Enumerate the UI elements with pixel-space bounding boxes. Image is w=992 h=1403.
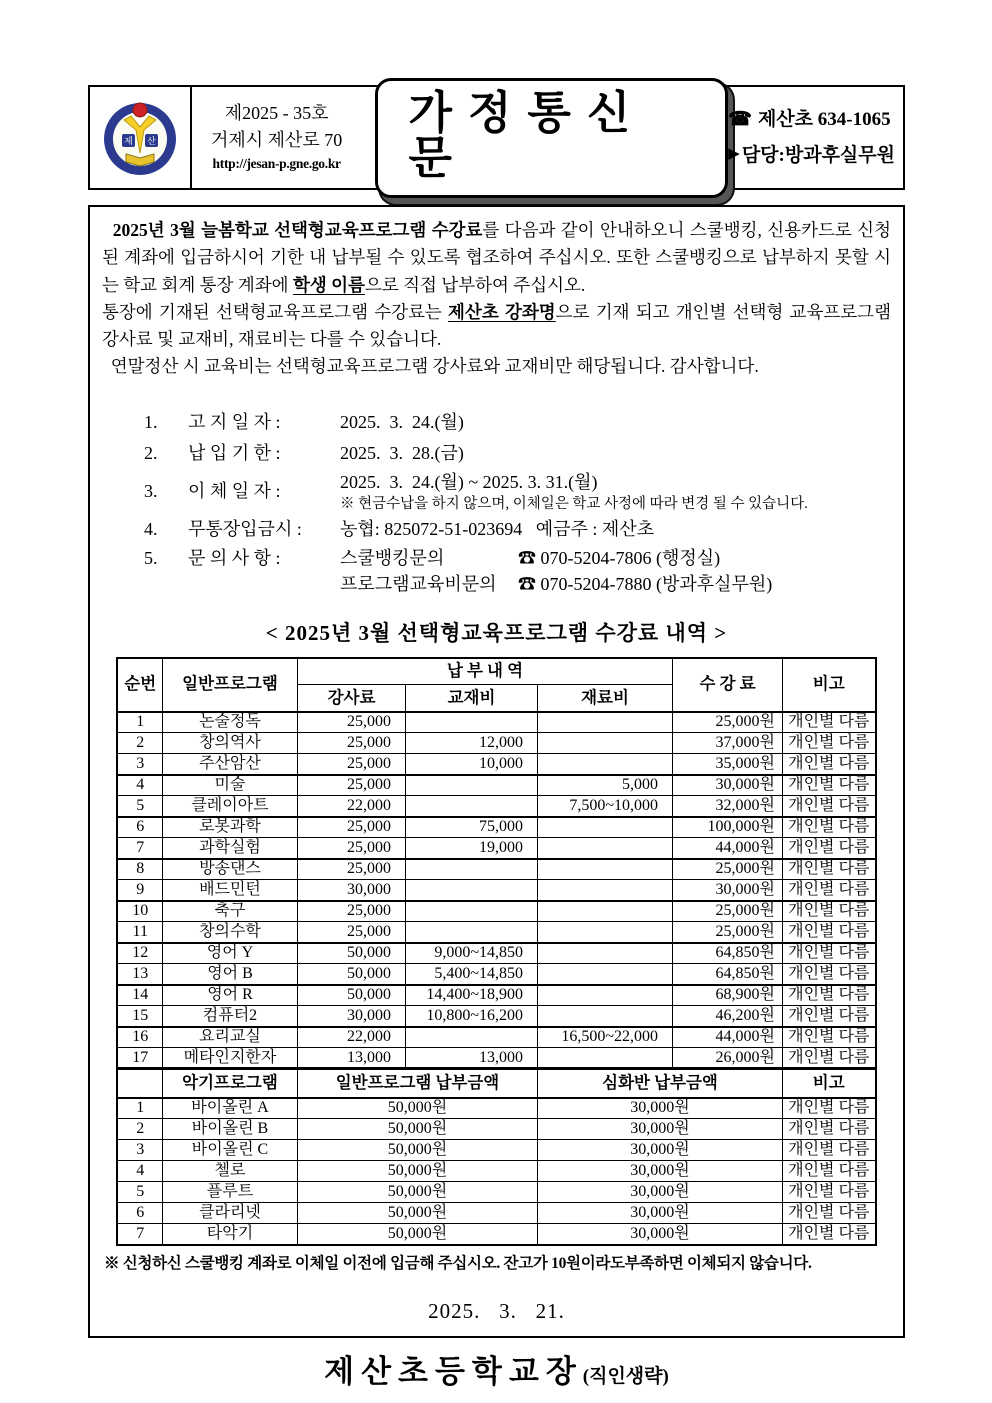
cell-name: 플루트 — [162, 1182, 297, 1203]
contact-block — [728, 102, 895, 172]
table-row — [117, 1048, 875, 1069]
cell-note: 개인별 다름 — [783, 775, 876, 796]
newsletter-title: 가정통신문 — [375, 78, 728, 198]
cell-note: 개인별 다름 — [783, 859, 876, 880]
cell-note: 개인별 다름 — [783, 1140, 876, 1161]
cell-fee: 30,000 — [297, 880, 405, 901]
cell-fee: 50,000 — [297, 964, 405, 985]
table-row — [117, 712, 875, 733]
cell-book — [405, 922, 537, 943]
svg-text:제: 제 — [124, 135, 133, 146]
cell-name: 컴퓨터2 — [162, 1006, 297, 1027]
cell-note: 개인별 다름 — [783, 1098, 876, 1119]
col-header-program: 일반프로그램 — [162, 658, 297, 712]
cell-note: 개인별 다름 — [783, 901, 876, 922]
cell-fee: 13,000 — [297, 1048, 405, 1069]
table-row — [117, 985, 875, 1006]
publication-info — [192, 100, 362, 174]
cell-total: 25,000원 — [673, 859, 783, 880]
cell-name: 클레이아트 — [162, 796, 297, 817]
cell-book — [405, 901, 537, 922]
cell-no: 3 — [117, 1140, 162, 1161]
cell-fee: 25,000 — [297, 922, 405, 943]
cell-total: 25,000원 — [673, 712, 783, 733]
cell-name: 축구 — [162, 901, 297, 922]
cell-no: 12 — [117, 943, 162, 964]
phone-row — [728, 102, 895, 137]
cell-note: 개인별 다름 — [783, 943, 876, 964]
program-phone: ☎ 070-5204-7880 (방과후실무원) — [518, 573, 773, 594]
cell-fee: 25,000 — [297, 754, 405, 775]
cell-total: 25,000원 — [673, 901, 783, 922]
info-item-inquiries: 5. 문 의 사 항 : 스쿨뱅킹문의 ☎ 070-5204-7806 (행정실) 프로그램교육비문의 ☎ 070-5204-7880 (방과후실무원) — [144, 545, 893, 597]
col-header-material: 재료비 — [537, 685, 672, 712]
cell-no: 14 — [117, 985, 162, 1006]
cell-name: 영어 B — [162, 964, 297, 985]
cell-note: 개인별 다름 — [783, 1224, 876, 1245]
cell-name: 논술정독 — [162, 712, 297, 733]
table-row — [117, 1098, 875, 1119]
table-row — [117, 901, 875, 922]
cell-name: 배드민턴 — [162, 880, 297, 901]
cell-total: 30,000원 — [673, 880, 783, 901]
table-row — [117, 1119, 875, 1140]
transfer-date-value: 2025. 3. 24.(월) ~ 2025. 3. 31.(월) ※ 현금수납을 하지 않으며, 이체일은 학교 사정에 따라 변경 될 수 있습니다. — [340, 469, 893, 514]
cell-book — [405, 880, 537, 901]
cell-no: 6 — [117, 817, 162, 838]
info-list — [144, 407, 893, 597]
cell-book: 5,400~14,850 — [405, 964, 537, 985]
header-banner — [88, 85, 905, 190]
main-content-box — [88, 205, 905, 1389]
cell-no: 4 — [117, 1161, 162, 1182]
cell-book: 9,000~14,850 — [405, 943, 537, 964]
inquiry-line-banking: 스쿨뱅킹문의 ☎ 070-5204-7806 (행정실) — [340, 545, 893, 571]
cell-note: 개인별 다름 — [783, 796, 876, 817]
course-name-underline: 제산초 강좌명 — [448, 301, 556, 322]
phone-number: 제산초 634-1065 — [757, 109, 891, 131]
cell-book: 75,000 — [405, 817, 537, 838]
cell-total: 37,000원 — [673, 733, 783, 754]
cell-name: 로봇과학 — [162, 817, 297, 838]
cell-name: 주산암산 — [162, 754, 297, 775]
cell-material — [537, 859, 672, 880]
cell-material — [537, 754, 672, 775]
cell-advanced: 30,000원 — [537, 1224, 782, 1245]
cell-note: 개인별 다름 — [783, 922, 876, 943]
cell-total: 25,000원 — [673, 922, 783, 943]
cell-note: 개인별 다름 — [783, 1027, 876, 1048]
cell-material: 5,000 — [537, 775, 672, 796]
cell-fee: 25,000 — [297, 733, 405, 754]
cell-name: 바이올린 A — [162, 1098, 297, 1119]
cell-fee: 25,000 — [297, 901, 405, 922]
info-item-transfer-date: 3. 이 체 일 자 : 2025. 3. 24.(월) ~ 2025. 3. 31.(월) ※ 현금수납을 하지 않으며, 이체일은 학교 사정에 따라 변경 될 수 있습니다. — [144, 469, 893, 514]
instrument-col-general: 일반프로그램 납부금액 — [297, 1069, 537, 1098]
cell-total: 68,900원 — [673, 985, 783, 1006]
cell-advanced: 30,000원 — [537, 1140, 782, 1161]
cell-general: 50,000원 — [297, 1119, 537, 1140]
cell-fee: 25,000 — [297, 712, 405, 733]
cell-name: 바이올린 C — [162, 1140, 297, 1161]
cell-note: 개인별 다름 — [783, 817, 876, 838]
table-row — [117, 943, 875, 964]
fee-table-header — [117, 658, 875, 712]
manager-row — [728, 138, 895, 173]
cell-no: 3 — [117, 754, 162, 775]
cell-advanced: 30,000원 — [537, 1182, 782, 1203]
cell-no: 1 — [117, 1098, 162, 1119]
cell-name: 메타인지한자 — [162, 1048, 297, 1069]
table-row — [117, 1006, 875, 1027]
doc-number: 제2025 - 35호 — [224, 103, 329, 124]
cell-total: 46,200원 — [673, 1006, 783, 1027]
col-header-note: 비고 — [783, 658, 876, 712]
instrument-col-no — [117, 1069, 162, 1098]
intro-paragraph-3: 연말정산 시 교육비는 선택형교육프로그램 강사료와 교재비만 해당됩니다. 감사합니다. — [102, 356, 759, 377]
cell-note: 개인별 다름 — [783, 838, 876, 859]
cell-fee: 30,000 — [297, 1006, 405, 1027]
table-row — [117, 1027, 875, 1048]
instrument-col-advanced: 심화반 납부금액 — [537, 1069, 782, 1098]
table-row — [117, 859, 875, 880]
principal-name: 제산초등학교장 — [324, 1353, 583, 1389]
cell-note: 개인별 다름 — [783, 712, 876, 733]
cell-book — [405, 712, 537, 733]
cell-book — [405, 859, 537, 880]
cell-no: 17 — [117, 1048, 162, 1069]
inquiry-line-program: 프로그램교육비문의 ☎ 070-5204-7880 (방과후실무원) — [340, 571, 893, 597]
logo-cell — [90, 87, 192, 188]
cell-book: 14,400~18,900 — [405, 985, 537, 1006]
cell-note: 개인별 다름 — [783, 754, 876, 775]
cell-name: 바이올린 B — [162, 1119, 297, 1140]
cell-total: 35,000원 — [673, 754, 783, 775]
cell-no: 5 — [117, 1182, 162, 1203]
table-row — [117, 1224, 875, 1245]
phone-icon: ☎ — [728, 109, 752, 131]
cell-fee: 50,000 — [297, 943, 405, 964]
banking-phone: ☎ 070-5204-7806 (행정실) — [518, 547, 721, 568]
cell-note: 개인별 다름 — [783, 1182, 876, 1203]
col-header-payment: 납 부 내 역 — [297, 658, 672, 685]
instrument-col-note: 비고 — [783, 1069, 876, 1098]
cell-name: 창의역사 — [162, 733, 297, 754]
manager-info: 담당:방과후실무원 — [741, 144, 895, 166]
table-row — [117, 838, 875, 859]
cell-no: 2 — [117, 1119, 162, 1140]
cell-material: 7,500~10,000 — [537, 796, 672, 817]
cell-no: 6 — [117, 1203, 162, 1224]
svg-text:산: 산 — [147, 135, 156, 146]
instrument-program-rows — [117, 1098, 875, 1245]
cell-fee: 25,000 — [297, 859, 405, 880]
cell-no: 7 — [117, 838, 162, 859]
cell-name: 타악기 — [162, 1224, 297, 1245]
cell-no: 11 — [117, 922, 162, 943]
cell-total: 64,850원 — [673, 943, 783, 964]
cell-name: 방송댄스 — [162, 859, 297, 880]
intro-paragraphs — [100, 215, 893, 381]
transfer-note: ※ 현금수납을 하지 않으며, 이체일은 학교 사정에 따라 변경 될 수 있습니다. — [340, 495, 808, 512]
cell-total: 32,000원 — [673, 796, 783, 817]
info-item-bank-account: 4. 무통장입금시 : 농협: 825072-51-023694 예금주 : 제산초 — [144, 514, 893, 545]
cell-material: 16,500~22,000 — [537, 1027, 672, 1048]
cell-no: 2 — [117, 733, 162, 754]
cell-material — [537, 1048, 672, 1069]
cell-total: 44,000원 — [673, 838, 783, 859]
cell-book: 10,800~16,200 — [405, 1006, 537, 1027]
intro-paragraph-2: 통장에 기재된 선택형교육프로그램 수강료는 제산초 강좌명으로 기재 되고 개인별 선택형 교육프로그램 강사료 및 교재비, 재료비는 다를 수 있습니다. — [102, 301, 891, 350]
cell-advanced: 30,000원 — [537, 1161, 782, 1182]
cell-name: 첼로 — [162, 1161, 297, 1182]
cell-note: 개인별 다름 — [783, 880, 876, 901]
program-name-bold: 2025년 3월 늘봄학교 선택형교육프로그램 수강료 — [112, 220, 483, 240]
cell-fee: 22,000 — [297, 1027, 405, 1048]
cell-fee: 50,000 — [297, 985, 405, 1006]
table-row — [117, 964, 875, 985]
col-header-book: 교재비 — [405, 685, 537, 712]
cell-general: 50,000원 — [297, 1140, 537, 1161]
cell-book — [405, 775, 537, 796]
cell-material — [537, 964, 672, 985]
bank-account-value: 농협: 825072-51-023694 예금주 : 제산초 — [340, 519, 655, 540]
deadline-value: 2025. 3. 28.(금) — [340, 443, 464, 464]
table-row — [117, 796, 875, 817]
cell-no: 15 — [117, 1006, 162, 1027]
cell-material — [537, 880, 672, 901]
cell-note: 개인별 다름 — [783, 1048, 876, 1069]
cell-material — [537, 1006, 672, 1027]
table-row — [117, 1161, 875, 1182]
cell-name: 요리교실 — [162, 1027, 297, 1048]
fee-table-title: < 2025년 3월 선택형교육프로그램 수강료 내역 > — [265, 620, 728, 645]
cell-total: 26,000원 — [673, 1048, 783, 1069]
intro-paragraph-1: 2025년 3월 늘봄학교 선택형교육프로그램 수강료를 다음과 같이 안내하오니 스쿨뱅킹, 신용카드로 신청된 계좌에 입금하시어 기한 내 납부될 수 있도록 협조하여 주십시오. 또한 스쿨뱅킹으로 납부하지 못할 시는 학교 회계 통장 계좌에 학생 이름으로 직접 납부하여 주십시오. — [102, 220, 891, 295]
inquiry-values — [340, 545, 893, 597]
cell-no: 1 — [117, 712, 162, 733]
cell-no: 7 — [117, 1224, 162, 1245]
arrow-icon: ▶ — [728, 146, 740, 163]
cell-book — [405, 1027, 537, 1048]
info-item-notice-date: 1. 고 지 일 자 : 2025. 3. 24.(월) — [144, 407, 893, 438]
student-name-underline: 학생 이름 — [292, 274, 365, 295]
instrument-header — [117, 1069, 875, 1098]
notice-date-value: 2025. 3. 24.(월) — [340, 412, 464, 433]
cell-book — [405, 796, 537, 817]
cell-advanced: 30,000원 — [537, 1119, 782, 1140]
cell-no: 13 — [117, 964, 162, 985]
cell-material — [537, 712, 672, 733]
cell-fee: 25,000 — [297, 817, 405, 838]
footer-note: ※ 신청하신 스쿨뱅킹 계좌로 이체일 이전에 입금해 주십시오. 잔고가 10원이라도부족하면 이체되지 않습니다. — [104, 1254, 812, 1272]
col-header-no: 순번 — [117, 658, 162, 712]
cell-advanced: 30,000원 — [537, 1098, 782, 1119]
general-program-rows — [117, 712, 875, 1069]
cell-name: 영어 R — [162, 985, 297, 1006]
col-header-total: 수 강 료 — [673, 658, 783, 712]
cell-name: 영어 Y — [162, 943, 297, 964]
school-emblem-icon — [100, 98, 180, 178]
signature — [100, 1346, 893, 1391]
school-website: http://jesan-p.gne.go.kr — [212, 156, 341, 172]
cell-book: 10,000 — [405, 754, 537, 775]
cell-material — [537, 985, 672, 1006]
cell-material — [537, 901, 672, 922]
cell-general: 50,000원 — [297, 1203, 537, 1224]
cell-general: 50,000원 — [297, 1098, 537, 1119]
cell-note: 개인별 다름 — [783, 985, 876, 1006]
cell-total: 64,850원 — [673, 964, 783, 985]
cell-advanced: 30,000원 — [537, 1203, 782, 1224]
cell-fee: 25,000 — [297, 838, 405, 859]
table-row — [117, 733, 875, 754]
cell-general: 50,000원 — [297, 1224, 537, 1245]
cell-fee: 25,000 — [297, 775, 405, 796]
table-row — [117, 817, 875, 838]
info-item-payment-deadline: 2. 납 입 기 한 : 2025. 3. 28.(금) — [144, 438, 893, 469]
cell-total: 44,000원 — [673, 1027, 783, 1048]
cell-name: 클라리넷 — [162, 1203, 297, 1224]
school-address: 거제시 제산로 70 — [210, 130, 343, 151]
doc-date: 2025. 3. 21. — [428, 1298, 565, 1323]
cell-material — [537, 922, 672, 943]
cell-no: 4 — [117, 775, 162, 796]
cell-material — [537, 943, 672, 964]
seal-omitted-note: (직인생략) — [582, 1365, 669, 1387]
cell-name: 창의수학 — [162, 922, 297, 943]
cell-no: 8 — [117, 859, 162, 880]
cell-note: 개인별 다름 — [783, 1006, 876, 1027]
cell-no: 16 — [117, 1027, 162, 1048]
cell-total: 30,000원 — [673, 775, 783, 796]
table-row — [117, 754, 875, 775]
cell-general: 50,000원 — [297, 1161, 537, 1182]
table-row — [117, 922, 875, 943]
cell-note: 개인별 다름 — [783, 1161, 876, 1182]
table-row — [117, 1140, 875, 1161]
col-header-fee: 강사료 — [297, 685, 405, 712]
cell-book: 13,000 — [405, 1048, 537, 1069]
table-row — [117, 880, 875, 901]
cell-note: 개인별 다름 — [783, 964, 876, 985]
cell-fee: 22,000 — [297, 796, 405, 817]
table-row — [117, 1203, 875, 1224]
cell-name: 과학실험 — [162, 838, 297, 859]
cell-material — [537, 817, 672, 838]
cell-no: 5 — [117, 796, 162, 817]
cell-total: 100,000원 — [673, 817, 783, 838]
cell-material — [537, 733, 672, 754]
table-row — [117, 1182, 875, 1203]
cell-general: 50,000원 — [297, 1182, 537, 1203]
cell-note: 개인별 다름 — [783, 1119, 876, 1140]
instrument-col-program: 악기프로그램 — [162, 1069, 297, 1098]
table-row — [117, 775, 875, 796]
cell-note: 개인별 다름 — [783, 1203, 876, 1224]
cell-book: 12,000 — [405, 733, 537, 754]
fee-table — [116, 657, 876, 1246]
cell-no: 10 — [117, 901, 162, 922]
cell-no: 9 — [117, 880, 162, 901]
cell-note: 개인별 다름 — [783, 733, 876, 754]
cell-book: 19,000 — [405, 838, 537, 859]
cell-name: 미술 — [162, 775, 297, 796]
cell-material — [537, 838, 672, 859]
